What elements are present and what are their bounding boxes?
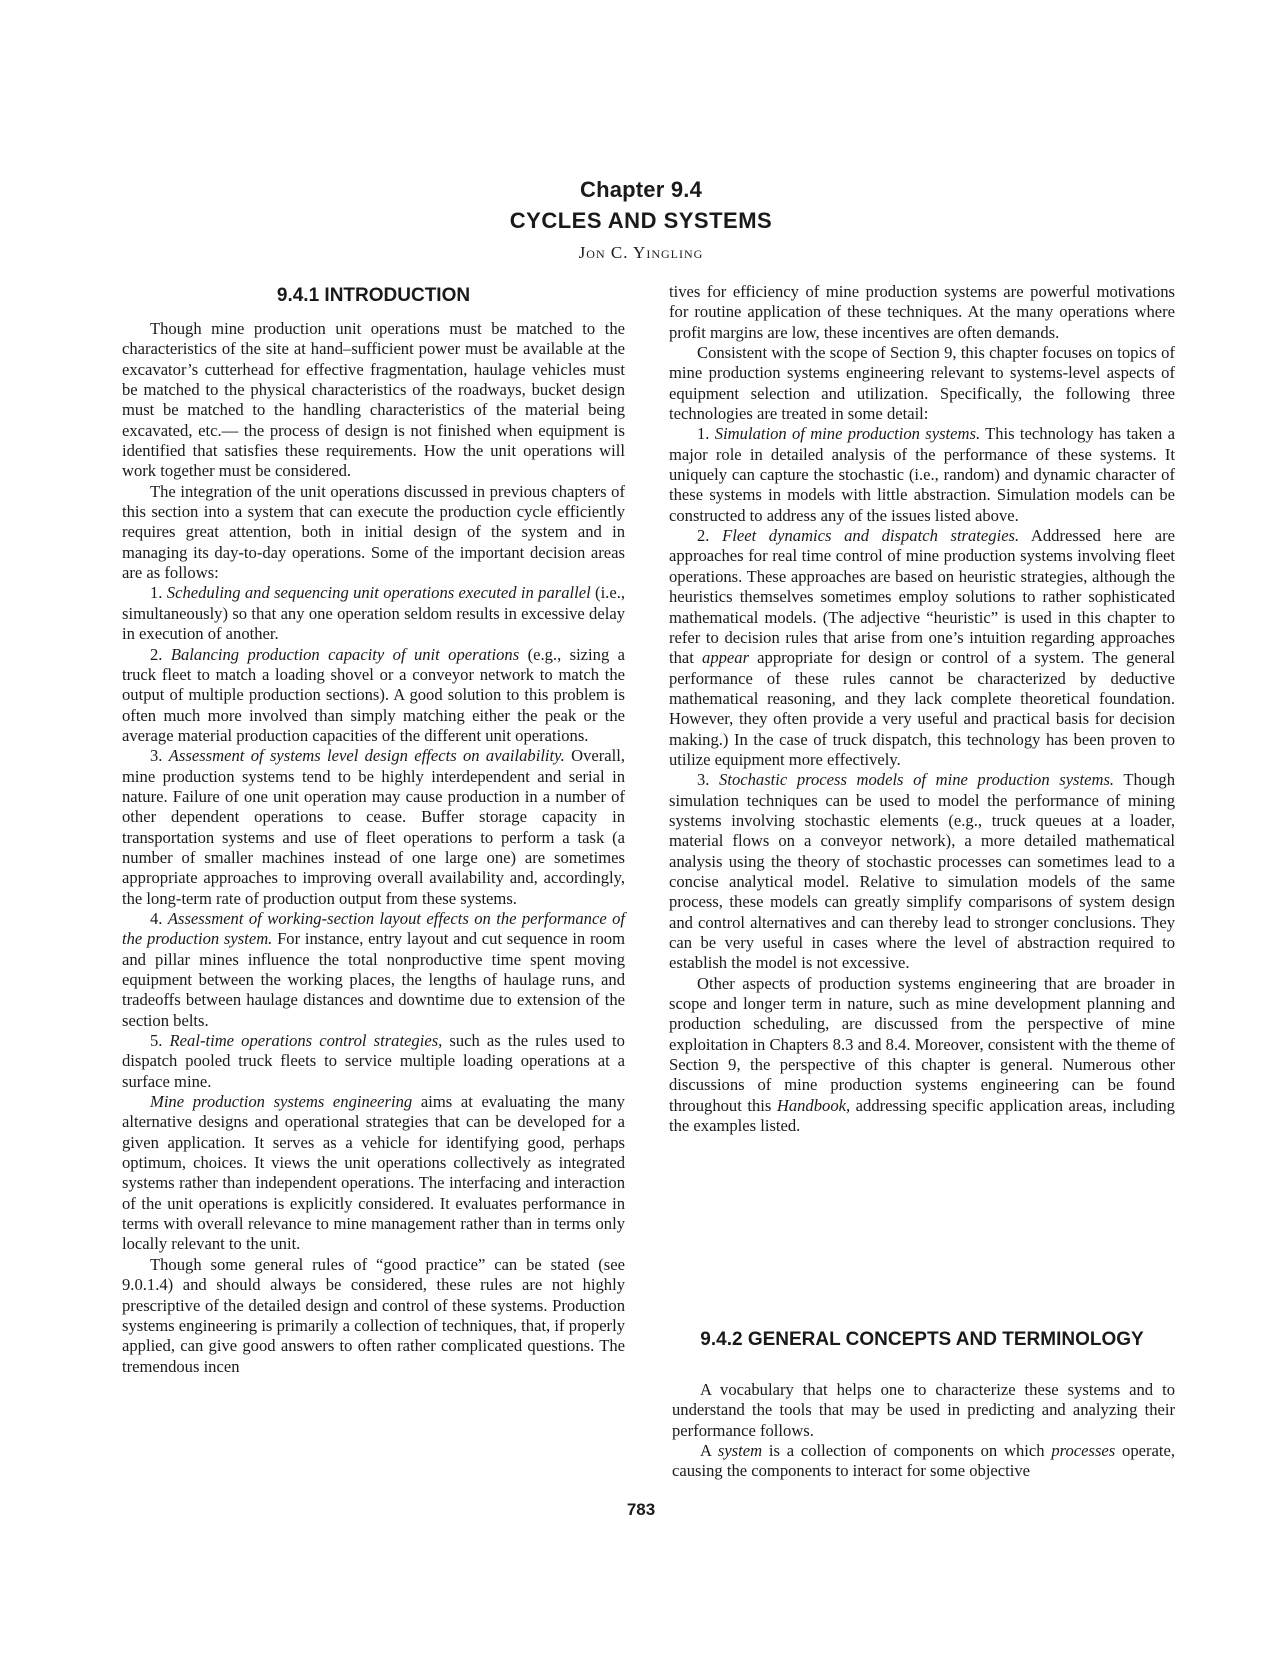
- list-item-title: Assessment of systems level design effects on availability.: [168, 746, 565, 766]
- list-item: [669, 526, 1175, 770]
- paragraph: The integration of the unit operations discussed in previous chapters of this section into a system that can execute the production cycle efficiently requires great attention, both in initial design of the system and in managing its day-to-day operations. Some of the important decision areas are as follows:: [122, 481, 625, 583]
- list-item: [669, 424, 1175, 526]
- list-item-title: Fleet dynamics and dispatch strategies.: [722, 526, 1020, 546]
- list-number: 5.: [150, 1031, 163, 1051]
- list-item-text: (i.e., simultaneously) so that any one operation seldom results in excessive delay in execution of another.: [122, 583, 625, 644]
- list-item-title: Assessment of working-section layout effects on the performance of the production system.: [122, 908, 625, 949]
- paragraph: A system is a collection of components on which processes operate, causing the components to interact for some objective: [672, 1441, 1175, 1481]
- list-number: 1.: [150, 583, 163, 603]
- list-item: [122, 1031, 625, 1092]
- list-item: [669, 770, 1175, 973]
- page-number: 783: [626, 1500, 656, 1519]
- right-column: [669, 282, 1175, 1136]
- paragraph: A vocabulary that helps one to characterize these systems and to understand the tools that may be used in predicting and analyzing their performance follows.: [672, 1380, 1175, 1440]
- list-number: 4.: [150, 908, 163, 928]
- emphasis-term: processes: [1051, 1441, 1116, 1461]
- list-item-text: Addressed here are approaches for real time control of mine production systems involving fleet operations. These approaches are based on heuristic strategies, although the heuristics themselves sometimes employ solutions to rather sophisticated mathematical models. (The adjective “heuristic” is used in this chapter to refer to decision rules that arise from one’s intuition regarding approaches that: [669, 526, 1176, 668]
- list-item-text: appropriate for design or control of a system. The general performance of these rules cannot be characterized by deductive mathematical reasoning, and they lack complete theoretical foundation. However, they often provide a very useful and practical basis for decision making.) In the case of truck dispatch, this technology has been proven to utilize equipment more effectively.: [669, 648, 1175, 769]
- list-item-title: Stochastic process models of mine production systems.: [719, 770, 1115, 790]
- paragraph: Mine production systems engineering aims at evaluating the many alternative designs and operational strategies that can be developed for a given application. It serves as a vehicle for identifying good, perhaps optimum, choices. It views the unit operations collectively as integrated systems rather than independent operations. The interfacing and interaction of the unit operations is explicitly considered. It evaluates performance in terms with overall relevance to mine management rather than in terms only locally relevant to the unit.: [122, 1092, 625, 1254]
- list-item-title: Scheduling and sequencing unit operations executed in parallel: [166, 583, 591, 603]
- list-number: 3.: [150, 746, 163, 766]
- list-item-title: Balancing production capacity of unit operations: [170, 644, 520, 664]
- list-item: [122, 746, 625, 909]
- list-item-text: Though simulation techniques can be used to model the performance of mining systems involving stochastic elements (e.g., truck queues at a loader, material flows on a conveyor network), a more detailed mathematical analysis using the theory of stochastic processes can sometimes lead to a concise analytical model. Relative to simulation models of the same process, these models can greatly simplify comparisons of system design and control alternatives and can thereby lead to stronger conclusions. They can be very useful in cases where the level of abstraction required to establish the model is not excessive.: [669, 770, 1175, 973]
- section-heading-concepts: 9.4.2 GENERAL CONCEPTS AND TERMINOLOGY: [700, 1329, 1144, 1350]
- paragraph: Though some general rules of “good practice” can be stated (see 9.0.1.4) and should always be considered, these rules are not highly prescriptive of the detailed design and control of these systems. Production systems engineering is primarily a collection of techniques, that, if properly applied, can give good answers to often rather complicated questions. The tremendous incen: [122, 1254, 625, 1376]
- list-item-text: For instance, entry layout and cut sequence in room and pillar mines influence the total nonproductive time spent moving equipment between the working places, the lengths of haulage runs, and tradeoffs between haulage distances and downtime due to extension of the section belts.: [122, 929, 625, 1030]
- section-heading-introduction: 9.4.1 INTRODUCTION: [276, 285, 471, 306]
- emphasis-term: appear: [702, 648, 750, 668]
- list-number: 2.: [150, 644, 163, 664]
- list-number: 2.: [697, 526, 710, 546]
- list-item-text: This technology has taken a major role in detailed analysis of the performance of these systems. It uniquely can capture the stochastic (i.e., random) and dynamic character of these systems in models with little abstraction. Simulation models can be constructed to address any of the issues listed above.: [669, 424, 1175, 525]
- paragraph: Other aspects of production systems engineering that are broader in scope and longer term in nature, such as mine development planning and production scheduling, are discussed from the perspective of mine exploitation in Chapters 8.3 and 8.4. Moreover, consistent with the theme of Section 9, the perspective of this chapter is general. Numerous other discussions of mine production systems engineering can be found throughout this Handbook, addressing specific application areas, including the examples listed.: [669, 973, 1175, 1136]
- list-number: 1.: [697, 424, 710, 444]
- list-item-title: Real-time operations control strategies,: [169, 1031, 443, 1051]
- emphasis-term: system: [717, 1441, 763, 1461]
- list-item: [122, 583, 625, 644]
- emphasis-term: Mine production systems engineering: [150, 1092, 413, 1112]
- list-item: [122, 645, 625, 747]
- left-column: [122, 283, 625, 1377]
- emphasis-term: Handbook,: [776, 1095, 851, 1115]
- list-item-text: (e.g., sizing a truck fleet to match a loading shovel or a conveyor network to match the output of multiple production sections). A good solution to this problem is often much more involved than simply matching either the peak or the average material production capacities of the different unit operations.: [122, 644, 626, 745]
- chapter-title: CYCLES AND SYSTEMS: [509, 208, 773, 233]
- list-item-title: Simulation of mine production systems.: [714, 424, 981, 444]
- paragraph: Consistent with the scope of Section 9, this chapter focuses on topics of mine production systems engineering relevant to systems-level aspects of equipment selection and utilization. Specifically, the following three technologies are treated in some detail:: [669, 343, 1175, 424]
- paragraph: Though mine production unit operations must be matched to the characteristics of the site at hand–sufficient power must be available at the excavator’s cutterhead for effective fragmentation, haulage vehicles must be matched to the physical characteristics of the roadways, bucket design must be matched to the handling characteristics of the material being excavated, etc.— the process of design is not finished when equipment is identified that satisfies these requirements. How the unit operations will work together must be considered.: [122, 319, 625, 481]
- paragraph: tives for efficiency of mine production systems are powerful motivations for routine application of these techniques. At the many operations where profit margins are low, these incentives are often demands.: [669, 282, 1175, 342]
- list-item-text: Overall, mine production systems tend to be highly interdependent and serial in nature. Failure of one unit operation may cause production in a number of other dependent operations to cease. Buffer storage capacity in transportation systems and use of fleet operations to perform a task (a number of smaller machines instead of one large one) are sometimes appropriate approaches to improving overall availability and, accordingly, the long-term rate of production output from these systems.: [122, 746, 625, 908]
- list-item: [122, 909, 625, 1031]
- chapter-number: Chapter 9.4: [579, 177, 703, 202]
- list-item-text: such as the rules used to dispatch pooled truck fleets to service multiple loading operations at a surface mine.: [122, 1031, 625, 1091]
- author-name: Jon C. Yingling: [578, 243, 704, 262]
- right-column-section-2: [672, 1380, 1175, 1482]
- list-number: 3.: [697, 770, 710, 790]
